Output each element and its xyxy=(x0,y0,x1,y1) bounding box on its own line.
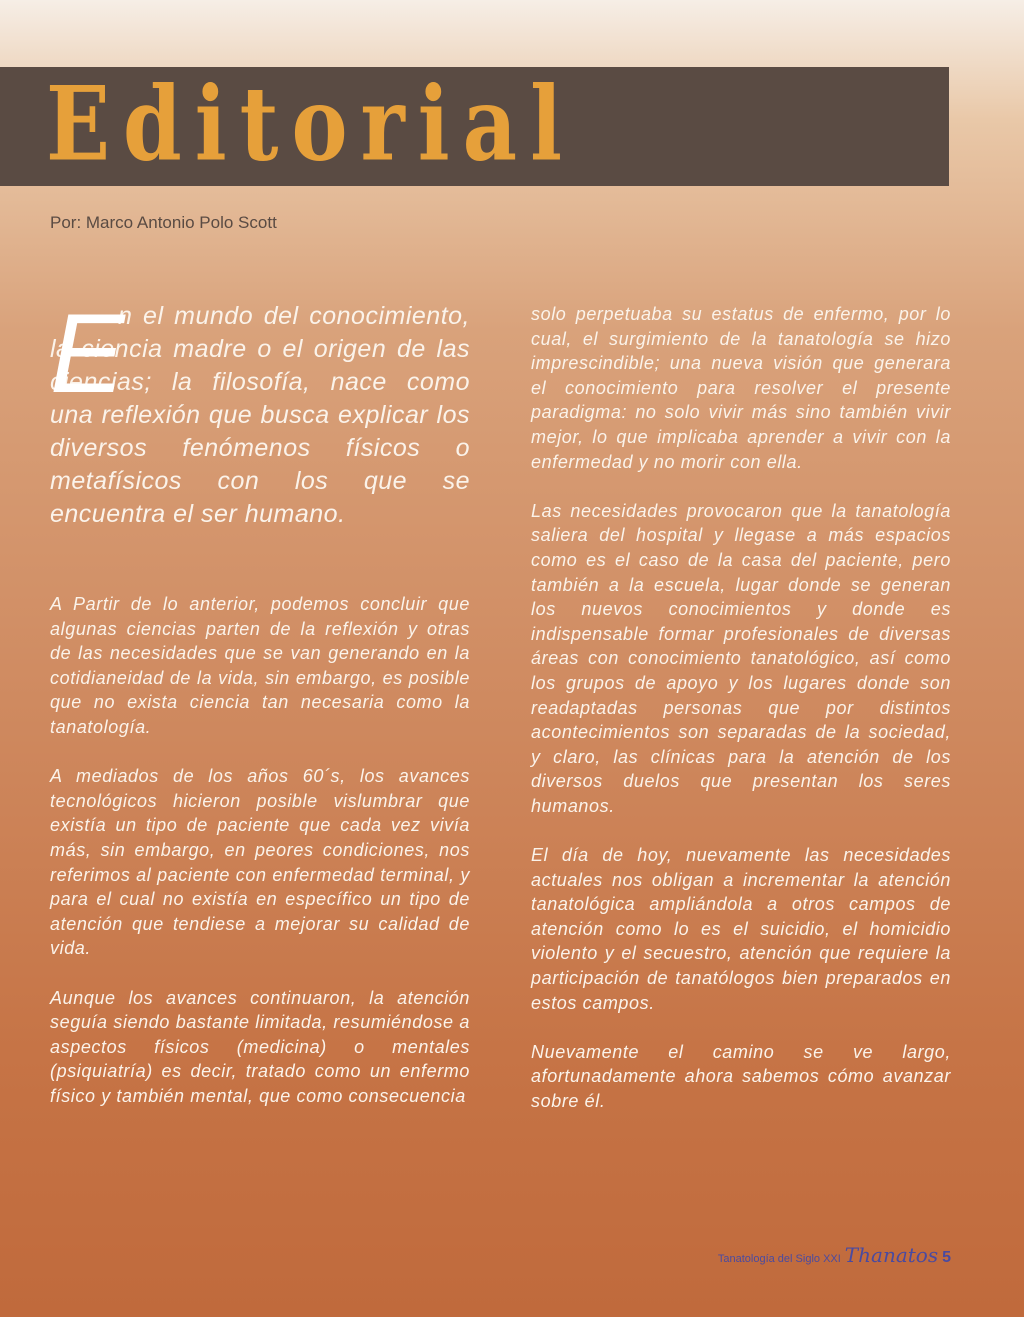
lead-paragraph-block xyxy=(50,291,470,568)
lead-text: n el mundo del conocimiento, la ciencia madre o el origen de las ciencias; la filosofía, nace como una reflexión que busca explicar los diversos fenómenos físicos o metafísicos con los que se encuentra el ser humano. xyxy=(50,302,470,528)
page-title: Editorial xyxy=(46,63,576,185)
drop-cap: E xyxy=(50,291,125,416)
article-paragraph: A Partir de lo anterior, podemos concluir que algunas ciencias parten de la reflexión y otras de las necesidades que se van generando en la cotidianeidad de la vida, sin embargo, es posible que no exista ciencia tan necesaria como la tanatología. xyxy=(50,594,470,737)
page-number: 5 xyxy=(942,1249,951,1266)
footer-tagline: Tanatología del Siglo XXI xyxy=(717,1253,841,1265)
article-paragraph: Nuevamente el camino se ve largo, afortunadamente ahora sabemos cómo avanzar sobre él. xyxy=(531,1041,951,1111)
article-paragraph: Aunque los avances continuaron, la atención seguía siendo bastante limitada, resumiéndose a aspectos físicos (medicina) o mentales (psiquiatría) es decir, tratado como un enfermo físico y también mental, que como consecuencia xyxy=(50,987,470,1106)
article-column-left xyxy=(50,291,470,1133)
page-footer xyxy=(718,1243,951,1267)
article-paragraph: Las necesidades provocaron que la tanatología saliera del hospital y llegase a más espacios como es el caso de la casa del paciente, pero también a la escuela, lugar donde se generan los nuevos conocimientos y donde es indispensable formar profesionales de diversas áreas con conocimiento tanatológico, así como los grupos de apoyo y los lugares donde son readaptadas personas que por distintos acontecimientos son separadas de la sociedad, y claro, las clínicas para la atención de los diversos duelos que presentan los seres humanos. xyxy=(531,500,951,816)
article-paragraph: solo perpetuaba su estatus de enfermo, por lo cual, el surgimiento de la tanatología se hizo imprescindible; una nueva visión que generara el conocimiento para resolver el presente paradigma: no solo vivir más sino también vivir mejor, lo que implicaba aprender a vivir con la enfermedad y no morir con ella. xyxy=(531,304,951,472)
magazine-logo: Thanatos xyxy=(844,1243,939,1267)
article-paragraph: El día de hoy, nuevamente las necesidades actuales nos obligan a incrementar la atención tanatológica ampliándola a otros campos de atención como lo es el suicidio, el homicidio violento y el secuestro, atención que requiere la participación de tanatólogos bien preparados en estos campos. xyxy=(531,845,951,1013)
author-byline: Por: Marco Antonio Polo Scott xyxy=(50,213,277,232)
article-column-right xyxy=(531,302,951,1138)
article-paragraph: A mediados de los años 60´s, los avances tecnológicos hicieron posible vislumbrar que existía un tipo de paciente que cada vez vivía más, sin embargo, en peores condiciones, nos referimos al paciente con enfermedad terminal, y para el cual no existía en específico un tipo de atención que tendiese a mejorar su calidad de vida. xyxy=(50,766,470,959)
